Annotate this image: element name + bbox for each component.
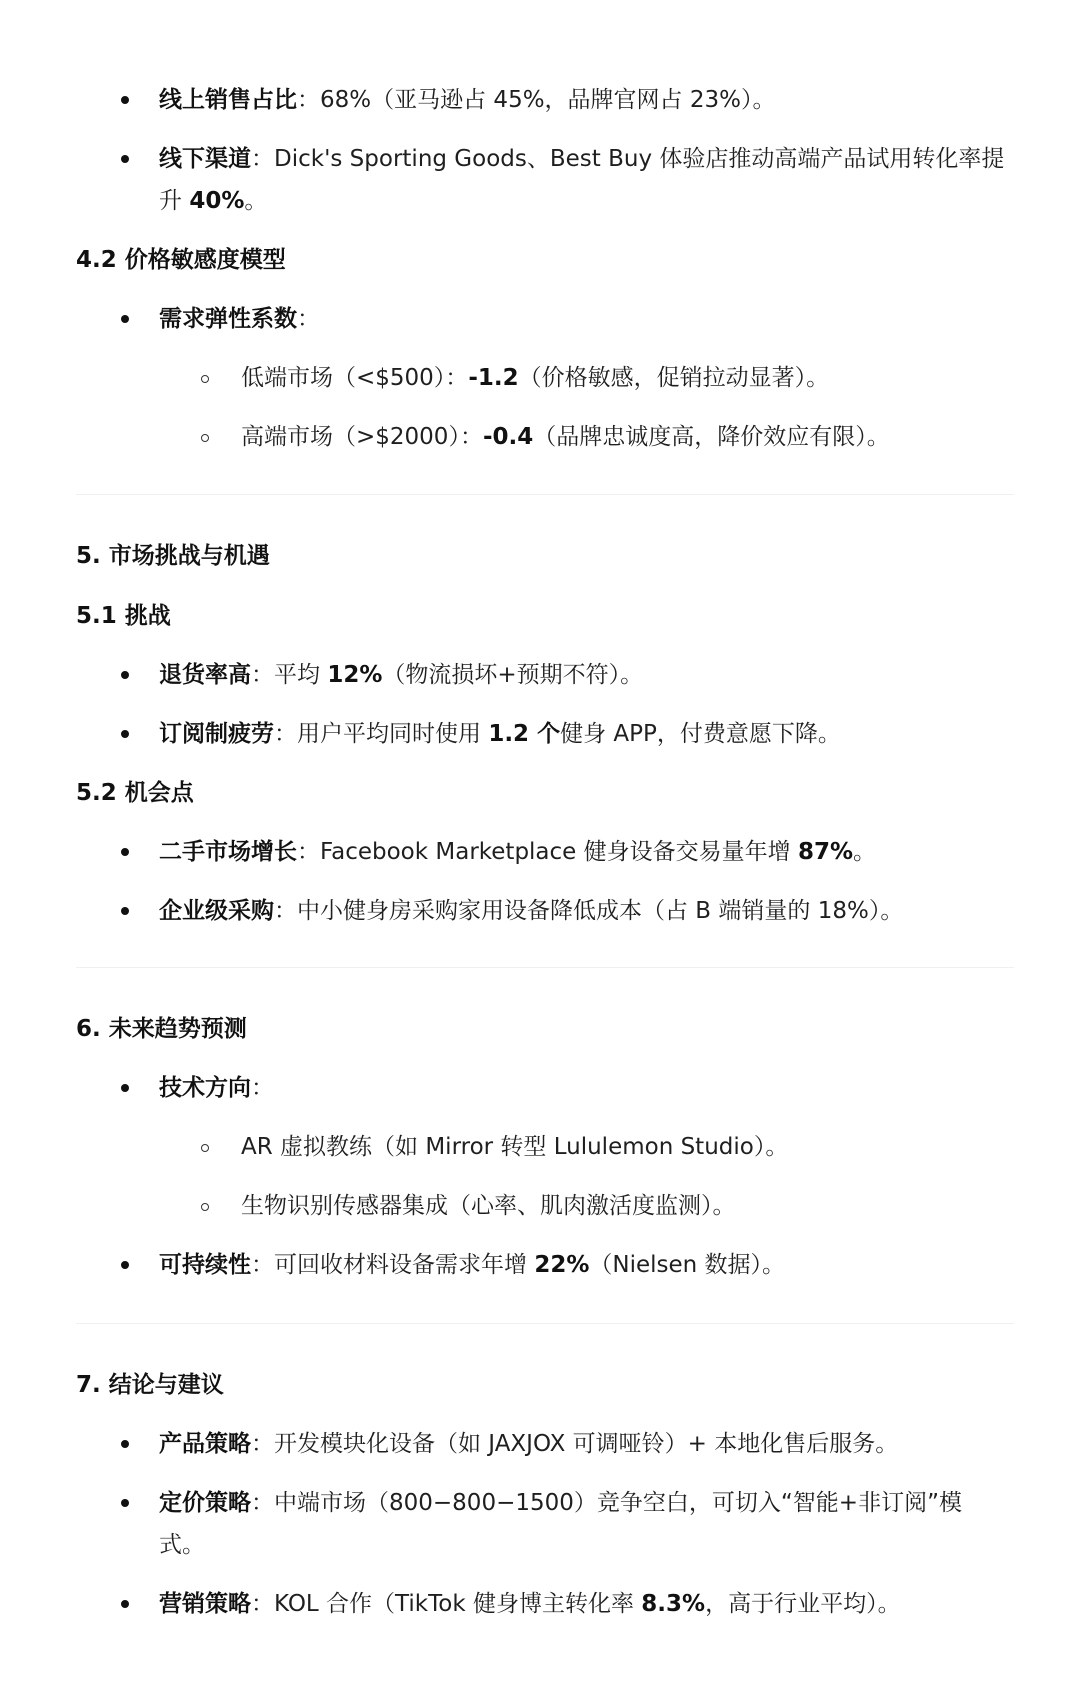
item-label: 订阅制疲劳 bbox=[159, 721, 274, 747]
item-label: 二手市场增长 bbox=[159, 839, 297, 865]
item-text: ：KOL 合作（TikTok 健身博主转化率 bbox=[251, 1591, 642, 1617]
item-value: -0.4 bbox=[482, 424, 534, 450]
bullet-icon bbox=[121, 1261, 129, 1269]
item-text: 式。 bbox=[159, 1532, 205, 1558]
item-label: 可持续性 bbox=[159, 1252, 251, 1278]
item-text: （价格敏感，促销拉动显著）。 bbox=[518, 365, 830, 391]
item-label: 营销策略 bbox=[159, 1591, 251, 1617]
item-text: 高端市场（>$2000）： bbox=[241, 424, 483, 450]
item-value: 40% bbox=[189, 188, 245, 214]
item-text: 低端市场（<$500）： bbox=[241, 365, 469, 391]
circle-bullet-icon bbox=[201, 1203, 209, 1211]
item-label: 企业级采购 bbox=[159, 898, 274, 924]
bullet-icon bbox=[121, 848, 129, 856]
item-text: 生物识别传感器集成（心率、肌肉激活度监测）。 bbox=[241, 1193, 736, 1219]
item-label: 定价策略 bbox=[159, 1490, 251, 1516]
document-page: 线上销售占比：68%（亚马逊占 45%，品牌官网占 23%）。 线下渠道：Dick's Sporting Goods、Best Buy 体验店推动高端产品试用转化率提 升 40%。 4.2 价格敏感度模型 需求弹性系数： 低端市场（<$500）：-1.2（价格敏感，促销拉动显著）。 高端市场（>$2000）：-0.4（品牌忠诚度高，降价效应有限）。 5. 市场挑战与机遇 5.1 挑战 退货率高：平均 12%（物流损坏+预期不符）。 订阅制疲劳：用户平均同时使用 1.2 个健身 APP，付费意愿下降。 5.2 机会点 二手市场增长：Facebook Marketplace 健身设备交易量年增 87%。 企业级采购：中小健身房采购家用设备降低成本（占 B 端销量的 18%）。 6. 未来趋势预测 技术方向： AR 虚拟教练（如 Mirror 转型 Lululemon Studio）。 生物识别传感器集成（心率、肌肉激活度监测）。 可持续性：可回收材料设备需求年增 22%（Nielsen 数据）。 7. 结论与建议 产品策略：开发模块化设备（如 JAXJOX 可调哑铃）+ 本地化售后服务。 定价策略：中端市场（800−800−1500）竞争空白，可切入“智能+非订阅”模 式。 营销策略：KOL 合作（TikTok 健身博主转化率 8.3%，高于行业平均）。 bbox=[0, 0, 1073, 1681]
bullet-icon bbox=[121, 1499, 129, 1507]
circle-bullet-icon bbox=[201, 434, 209, 442]
item-text: ：Facebook Marketplace 健身设备交易量年增 bbox=[297, 839, 798, 865]
item-label: 技术方向 bbox=[159, 1075, 251, 1101]
bullet-icon bbox=[121, 1084, 129, 1092]
item-text: ：用户平均同时使用 bbox=[274, 721, 489, 747]
item-text: ：平均 bbox=[251, 662, 328, 688]
bullet-icon bbox=[121, 155, 129, 163]
bullet-icon bbox=[121, 315, 129, 323]
item-value: 22% bbox=[534, 1252, 590, 1278]
item-text: ，高于行业平均）。 bbox=[705, 1591, 901, 1617]
item-text: ： bbox=[297, 306, 320, 332]
item-text: 。 bbox=[853, 839, 877, 865]
item-text: 。 bbox=[244, 188, 268, 214]
bullet-icon bbox=[121, 1440, 129, 1448]
circle-bullet-icon bbox=[201, 375, 209, 383]
item-value: 1.2 个 bbox=[488, 721, 561, 747]
item-value: 12% bbox=[327, 662, 383, 688]
item-text: ：Dick's Sporting Goods、Best Buy 体验店推动高端产品试用转化率提 bbox=[251, 146, 1005, 172]
item-value: 8.3% bbox=[641, 1591, 706, 1617]
item-text: （物流损坏+预期不符）。 bbox=[382, 662, 644, 688]
item-label: 退货率高 bbox=[159, 662, 251, 688]
item-text: AR 虚拟教练（如 Mirror 转型 Lululemon Studio）。 bbox=[241, 1134, 789, 1160]
item-text: ：开发模块化设备（如 JAXJOX 可调哑铃）+ 本地化售后服务。 bbox=[251, 1431, 899, 1457]
circle-bullet-icon bbox=[201, 1144, 209, 1152]
bullet-icon bbox=[121, 1600, 129, 1608]
item-text: ：68%（亚马逊占 45%，品牌官网占 23%）。 bbox=[297, 87, 776, 113]
item-text: （品牌忠诚度高，降价效应有限）。 bbox=[533, 424, 890, 450]
item-text: 健身 APP，付费意愿下降。 bbox=[560, 721, 841, 747]
item-label: 需求弹性系数 bbox=[159, 306, 297, 332]
item-label: 线上销售占比 bbox=[159, 87, 297, 113]
bullet-icon bbox=[121, 907, 129, 915]
divider bbox=[76, 494, 1014, 495]
divider bbox=[76, 967, 1014, 968]
item-text: 升 bbox=[159, 188, 190, 214]
item-value: 87% bbox=[797, 839, 854, 865]
bullet-icon bbox=[121, 671, 129, 679]
item-text: ： bbox=[251, 1075, 274, 1101]
item-value: -1.2 bbox=[468, 365, 519, 391]
bullet-icon bbox=[121, 96, 129, 104]
item-label: 产品策略 bbox=[159, 1431, 251, 1457]
item-text: （Nielsen 数据）。 bbox=[589, 1252, 786, 1278]
item-text: ：中端市场（800−800−1500）竞争空白，可切入“智能+非订阅”模 bbox=[251, 1490, 962, 1516]
item-text: ：可回收材料设备需求年增 bbox=[251, 1252, 535, 1278]
item-label: 线下渠道 bbox=[159, 146, 251, 172]
item-text: ：中小健身房采购家用设备降低成本（占 B 端销量的 18%）。 bbox=[274, 898, 904, 924]
bullet-icon bbox=[121, 730, 129, 738]
divider bbox=[76, 1323, 1014, 1324]
